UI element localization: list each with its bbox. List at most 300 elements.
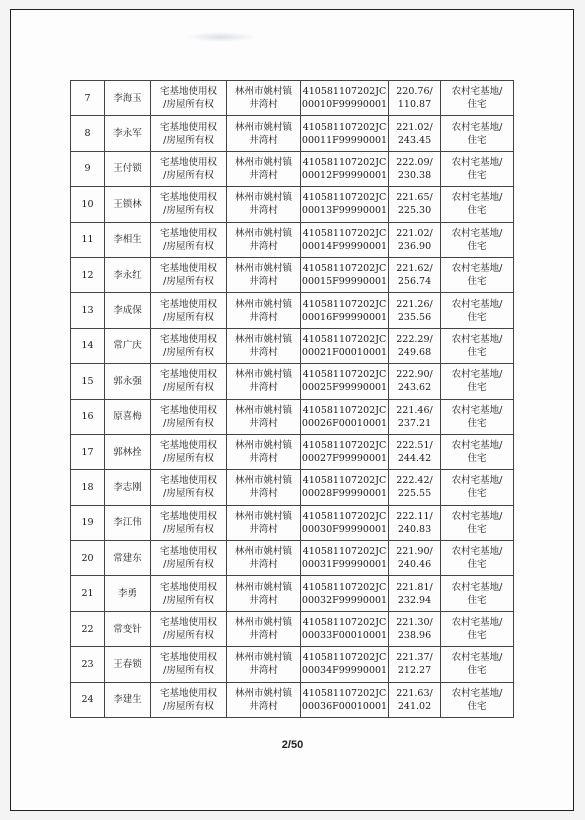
cell-location: [227, 293, 301, 328]
cell-usage: [441, 257, 514, 292]
cell-location-line: 井湾村: [249, 99, 278, 111]
cell-usage-line: 农村宅基地/: [451, 617, 503, 629]
cell-location-line: 井湾村: [249, 382, 278, 394]
cell-location-line: 井湾村: [249, 453, 278, 465]
cell-usage-line: 农村宅基地/: [451, 475, 503, 487]
cell-number: [71, 364, 105, 399]
cell-location-line: 井湾村: [249, 700, 278, 712]
cell-unit-code-line: 410581107202JC: [302, 227, 387, 239]
cell-area: [389, 81, 441, 116]
cell-number-line: 12: [81, 269, 94, 281]
registration-table: [70, 80, 514, 718]
cell-usage-line: 农村宅基地/: [451, 581, 503, 593]
cell-right-type-line: 宅基地使用权: [159, 581, 217, 593]
table-body: [71, 81, 514, 718]
table-row: [71, 222, 514, 257]
cell-usage-line: 住宅: [467, 276, 487, 288]
cell-unit-code-line: 00032F99990001: [301, 594, 388, 606]
cell-right-type: [151, 541, 227, 576]
cell-usage: [441, 187, 514, 222]
cell-unit-code-line: 00033F00010001: [301, 630, 388, 642]
table-row: [71, 116, 514, 151]
cell-usage: [441, 399, 514, 434]
cell-owner-name-line: 王付锁: [113, 163, 142, 175]
cell-owner-name: [105, 81, 151, 116]
cell-unit-code-line: 410581107202JC: [302, 333, 387, 345]
cell-location-line: 井湾村: [249, 205, 278, 217]
page-number: 2/50: [281, 739, 304, 751]
cell-right-type: [151, 576, 227, 611]
cell-unit-code: [301, 434, 389, 469]
cell-owner-name-line: 李永军: [113, 128, 142, 140]
cell-location: [227, 257, 301, 292]
cell-area-line: 220.76/: [396, 86, 433, 98]
cell-owner-name-line: 李江伟: [113, 517, 142, 529]
cell-right-type: [151, 505, 227, 540]
cell-area-line: 221.62/: [396, 263, 433, 275]
cell-number-line: 14: [81, 340, 94, 352]
cell-usage: [441, 81, 514, 116]
cell-right-type-line: 宅基地使用权: [159, 86, 217, 98]
cell-number: [71, 647, 105, 682]
cell-area-line: 237.21: [397, 417, 432, 429]
cell-usage-line: 农村宅基地/: [451, 333, 503, 345]
cell-number: [71, 151, 105, 186]
cell-area: [389, 257, 441, 292]
cell-area: [389, 399, 441, 434]
cell-location: [227, 505, 301, 540]
cell-location-line: 井湾村: [249, 523, 278, 535]
cell-area: [389, 647, 441, 682]
cell-area-line: 238.96: [397, 630, 432, 642]
cell-usage: [441, 611, 514, 646]
cell-unit-code: [301, 541, 389, 576]
cell-location: [227, 541, 301, 576]
cell-owner-name-line: 李勇: [117, 588, 137, 600]
cell-owner-name: [105, 682, 151, 717]
table-row: [71, 434, 514, 469]
cell-number-line: 10: [81, 198, 94, 210]
cell-usage: [441, 470, 514, 505]
cell-usage-line: 住宅: [467, 665, 487, 677]
cell-usage-line: 农村宅基地/: [451, 687, 503, 699]
cell-area-line: 212.27: [397, 665, 432, 677]
cell-right-type: [151, 293, 227, 328]
table-row: [71, 470, 514, 505]
cell-area: [389, 505, 441, 540]
cell-unit-code-line: 410581107202JC: [302, 121, 387, 133]
cell-area-line: 240.83: [397, 523, 432, 535]
cell-number: [71, 434, 105, 469]
cell-right-type-line: 宅基地使用权: [159, 298, 217, 310]
cell-right-type: [151, 151, 227, 186]
cell-usage: [441, 505, 514, 540]
cell-right-type-line: 宅基地使用权: [159, 475, 217, 487]
cell-area-line: 241.02: [397, 700, 432, 712]
cell-location-line: 林州市姚村镇: [234, 440, 292, 452]
cell-location: [227, 434, 301, 469]
cell-location: [227, 611, 301, 646]
cell-usage-line: 农村宅基地/: [451, 156, 503, 168]
cell-number-line: 11: [81, 234, 94, 246]
cell-right-type-line: /房屋所有权: [163, 311, 214, 323]
cell-number-line: 22: [81, 623, 94, 635]
cell-location-line: 林州市姚村镇: [234, 298, 292, 310]
cell-right-type: [151, 682, 227, 717]
cell-owner-name: [105, 611, 151, 646]
cell-number-line: 24: [81, 694, 94, 706]
cell-area: [389, 293, 441, 328]
cell-unit-code-line: 00016F99990001: [301, 311, 388, 323]
cell-right-type: [151, 470, 227, 505]
cell-number-line: 8: [84, 128, 91, 140]
cell-usage-line: 住宅: [467, 382, 487, 394]
cell-area-line: 222.42/: [396, 475, 433, 487]
cell-unit-code: [301, 399, 389, 434]
cell-number: [71, 222, 105, 257]
cell-usage: [441, 576, 514, 611]
cell-usage: [441, 434, 514, 469]
cell-owner-name: [105, 399, 151, 434]
cell-unit-code-line: 410581107202JC: [302, 263, 387, 275]
cell-number-line: 13: [81, 305, 94, 317]
cell-unit-code: [301, 470, 389, 505]
cell-area-line: 243.45: [397, 134, 432, 146]
cell-unit-code: [301, 328, 389, 363]
cell-number: [71, 116, 105, 151]
cell-location-line: 林州市姚村镇: [234, 510, 292, 522]
cell-area-line: 222.51/: [396, 440, 433, 452]
cell-unit-code-line: 410581107202JC: [302, 510, 387, 522]
cell-location-line: 井湾村: [249, 417, 278, 429]
cell-unit-code-line: 00034F99990001: [301, 665, 388, 677]
cell-number-line: 20: [81, 552, 94, 564]
cell-location: [227, 151, 301, 186]
cell-usage: [441, 647, 514, 682]
cell-usage-line: 农村宅基地/: [451, 652, 503, 664]
cell-number: [71, 682, 105, 717]
cell-right-type: [151, 328, 227, 363]
cell-right-type-line: 宅基地使用权: [159, 652, 217, 664]
cell-area: [389, 364, 441, 399]
cell-usage: [441, 116, 514, 151]
cell-usage-line: 农村宅基地/: [451, 510, 503, 522]
cell-usage: [441, 151, 514, 186]
cell-owner-name-line: 李相生: [113, 234, 142, 246]
cell-area-line: 221.30/: [396, 617, 433, 629]
cell-area: [389, 611, 441, 646]
cell-usage-line: 农村宅基地/: [451, 121, 503, 133]
cell-owner-name: [105, 364, 151, 399]
cell-location-line: 林州市姚村镇: [234, 263, 292, 275]
cell-right-type: [151, 187, 227, 222]
cell-usage-line: 农村宅基地/: [451, 263, 503, 275]
cell-right-type-line: 宅基地使用权: [159, 156, 217, 168]
cell-owner-name: [105, 505, 151, 540]
cell-right-type-line: /房屋所有权: [163, 700, 214, 712]
cell-owner-name: [105, 116, 151, 151]
cell-owner-name: [105, 151, 151, 186]
cell-usage: [441, 293, 514, 328]
cell-location-line: 井湾村: [249, 276, 278, 288]
cell-right-type-line: 宅基地使用权: [159, 121, 217, 133]
cell-area: [389, 222, 441, 257]
cell-usage-line: 农村宅基地/: [451, 86, 503, 98]
table-row: [71, 682, 514, 717]
cell-owner-name-line: 李志刚: [113, 481, 142, 493]
cell-usage-line: 住宅: [467, 311, 487, 323]
table-row: [71, 187, 514, 222]
cell-area-line: 221.02/: [396, 121, 433, 133]
cell-unit-code: [301, 576, 389, 611]
cell-area: [389, 541, 441, 576]
cell-area-line: 221.65/: [396, 192, 433, 204]
cell-unit-code-line: 00011F99990001: [301, 134, 388, 146]
cell-unit-code-line: 410581107202JC: [302, 475, 387, 487]
cell-owner-name-line: 郭林拴: [113, 446, 142, 458]
cell-unit-code: [301, 364, 389, 399]
cell-owner-name: [105, 470, 151, 505]
cell-owner-name: [105, 576, 151, 611]
cell-unit-code-line: 410581107202JC: [302, 192, 387, 204]
cell-area-line: 221.90/: [396, 546, 433, 558]
cell-unit-code: [301, 682, 389, 717]
cell-owner-name-line: 王春锁: [113, 658, 142, 670]
cell-right-type-line: 宅基地使用权: [159, 333, 217, 345]
cell-right-type-line: /房屋所有权: [163, 240, 214, 252]
cell-usage-line: 农村宅基地/: [451, 369, 503, 381]
cell-right-type-line: /房屋所有权: [163, 488, 214, 500]
cell-area-line: 235.56: [397, 311, 432, 323]
cell-location: [227, 364, 301, 399]
cell-right-type-line: /房屋所有权: [163, 276, 214, 288]
cell-location-line: 井湾村: [249, 346, 278, 358]
cell-location-line: 林州市姚村镇: [234, 86, 292, 98]
cell-location: [227, 116, 301, 151]
cell-unit-code-line: 410581107202JC: [302, 86, 387, 98]
table-row: [71, 151, 514, 186]
cell-location-line: 林州市姚村镇: [234, 652, 292, 664]
cell-number: [71, 81, 105, 116]
cell-area-line: 222.29/: [396, 333, 433, 345]
table-row: [71, 611, 514, 646]
cell-unit-code-line: 00013F99990001: [301, 205, 388, 217]
cell-right-type-line: /房屋所有权: [163, 99, 214, 111]
cell-owner-name-line: 李永红: [113, 269, 142, 281]
cell-usage: [441, 222, 514, 257]
cell-area-line: 221.63/: [396, 687, 433, 699]
cell-number: [71, 470, 105, 505]
cell-right-type-line: 宅基地使用权: [159, 192, 217, 204]
cell-number: [71, 505, 105, 540]
cell-location: [227, 682, 301, 717]
cell-usage-line: 住宅: [467, 523, 487, 535]
cell-number-line: 7: [84, 92, 91, 104]
cell-location: [227, 647, 301, 682]
cell-location: [227, 399, 301, 434]
cell-owner-name: [105, 257, 151, 292]
cell-right-type: [151, 647, 227, 682]
cell-usage-line: 住宅: [467, 346, 487, 358]
cell-unit-code: [301, 187, 389, 222]
cell-area-line: 222.90/: [396, 369, 433, 381]
table-row: [71, 647, 514, 682]
cell-right-type-line: /房屋所有权: [163, 417, 214, 429]
cell-right-type-line: /房屋所有权: [163, 453, 214, 465]
cell-unit-code-line: 00025F99990001: [301, 382, 388, 394]
cell-right-type-line: /房屋所有权: [163, 559, 214, 571]
cell-unit-code-line: 410581107202JC: [302, 581, 387, 593]
cell-unit-code-line: 410581107202JC: [302, 440, 387, 452]
cell-number: [71, 541, 105, 576]
table-row: [71, 81, 514, 116]
cell-unit-code-line: 00026F00010001: [301, 417, 388, 429]
cell-unit-code-line: 00036F00010001: [301, 700, 388, 712]
cell-number-line: 17: [81, 446, 94, 458]
cell-unit-code-line: 00014F99990001: [301, 240, 388, 252]
cell-right-type: [151, 257, 227, 292]
cell-unit-code-line: 410581107202JC: [302, 546, 387, 558]
cell-location-line: 林州市姚村镇: [234, 581, 292, 593]
cell-right-type: [151, 222, 227, 257]
cell-location-line: 林州市姚村镇: [234, 475, 292, 487]
cell-location-line: 井湾村: [249, 488, 278, 500]
cell-owner-name: [105, 293, 151, 328]
cell-usage: [441, 328, 514, 363]
cell-right-type: [151, 434, 227, 469]
cell-area-line: 244.42: [397, 453, 432, 465]
cell-right-type-line: /房屋所有权: [163, 665, 214, 677]
cell-usage-line: 住宅: [467, 417, 487, 429]
cell-area: [389, 116, 441, 151]
cell-number-line: 21: [81, 588, 94, 600]
cell-location-line: 林州市姚村镇: [234, 227, 292, 239]
cell-location-line: 井湾村: [249, 665, 278, 677]
cell-area-line: 236.90: [397, 240, 432, 252]
cell-owner-name-line: 李成保: [113, 305, 142, 317]
cell-area-line: 243.62: [397, 382, 432, 394]
cell-owner-name: [105, 187, 151, 222]
cell-unit-code-line: 410581107202JC: [302, 156, 387, 168]
cell-owner-name: [105, 328, 151, 363]
cell-right-type-line: /房屋所有权: [163, 134, 214, 146]
cell-area: [389, 328, 441, 363]
cell-location-line: 井湾村: [249, 594, 278, 606]
cell-unit-code-line: 410581107202JC: [302, 652, 387, 664]
cell-unit-code: [301, 116, 389, 151]
cell-location-line: 林州市姚村镇: [234, 617, 292, 629]
cell-area-line: 230.38: [397, 169, 432, 181]
cell-usage-line: 住宅: [467, 453, 487, 465]
cell-unit-code-line: 410581107202JC: [302, 298, 387, 310]
cell-unit-code-line: 00021F00010001: [301, 346, 388, 358]
cell-area-line: 221.26/: [396, 298, 433, 310]
cell-owner-name: [105, 541, 151, 576]
cell-area: [389, 151, 441, 186]
cell-right-type-line: /房屋所有权: [163, 205, 214, 217]
cell-unit-code: [301, 81, 389, 116]
cell-right-type: [151, 116, 227, 151]
cell-location: [227, 328, 301, 363]
cell-location: [227, 470, 301, 505]
cell-right-type: [151, 399, 227, 434]
cell-unit-code-line: 00015F99990001: [301, 276, 388, 288]
cell-owner-name-line: 郭永强: [113, 375, 142, 387]
cell-location-line: 林州市姚村镇: [234, 121, 292, 133]
cell-unit-code-line: 00012F99990001: [301, 169, 388, 181]
cell-number: [71, 611, 105, 646]
cell-unit-code: [301, 505, 389, 540]
cell-location-line: 井湾村: [249, 240, 278, 252]
cell-owner-name-line: 李建生: [113, 694, 142, 706]
cell-unit-code-line: 00028F99990001: [301, 488, 388, 500]
cell-location-line: 林州市姚村镇: [234, 156, 292, 168]
cell-right-type-line: 宅基地使用权: [159, 440, 217, 452]
cell-owner-name: [105, 222, 151, 257]
cell-right-type-line: /房屋所有权: [163, 382, 214, 394]
cell-area-line: 221.37/: [396, 652, 433, 664]
cell-number-line: 15: [81, 375, 94, 387]
cell-usage-line: 住宅: [467, 594, 487, 606]
cell-right-type: [151, 611, 227, 646]
table-row: [71, 399, 514, 434]
cell-unit-code: [301, 611, 389, 646]
table-row: [71, 505, 514, 540]
cell-area: [389, 576, 441, 611]
cell-location-line: 井湾村: [249, 630, 278, 642]
cell-usage: [441, 682, 514, 717]
cell-area-line: 221.81/: [396, 581, 433, 593]
cell-owner-name-line: 常广庆: [113, 340, 142, 352]
cell-unit-code-line: 410581107202JC: [302, 617, 387, 629]
cell-usage-line: 住宅: [467, 630, 487, 642]
cell-usage-line: 住宅: [467, 488, 487, 500]
cell-location-line: 井湾村: [249, 134, 278, 146]
cell-location-line: 林州市姚村镇: [234, 333, 292, 345]
cell-owner-name-line: 王锁林: [113, 198, 142, 210]
table-row: [71, 293, 514, 328]
cell-area-line: 225.30: [397, 205, 432, 217]
cell-right-type: [151, 364, 227, 399]
cell-area-line: 240.46: [397, 559, 432, 571]
cell-usage-line: 住宅: [467, 99, 487, 111]
cell-number: [71, 187, 105, 222]
cell-right-type-line: 宅基地使用权: [159, 369, 217, 381]
cell-area: [389, 682, 441, 717]
cell-location-line: 林州市姚村镇: [234, 546, 292, 558]
cell-right-type-line: /房屋所有权: [163, 346, 214, 358]
cell-number-line: 16: [81, 411, 94, 423]
cell-unit-code-line: 410581107202JC: [302, 687, 387, 699]
table-row: [71, 364, 514, 399]
cell-owner-name: [105, 647, 151, 682]
table-row: [71, 541, 514, 576]
cell-usage-line: 农村宅基地/: [451, 192, 503, 204]
cell-usage-line: 农村宅基地/: [451, 298, 503, 310]
cell-area-line: 256.74: [397, 276, 432, 288]
cell-usage-line: 住宅: [467, 240, 487, 252]
cell-unit-code: [301, 647, 389, 682]
cell-unit-code-line: 410581107202JC: [302, 404, 387, 416]
cell-area-line: 249.68: [397, 346, 432, 358]
cell-number: [71, 257, 105, 292]
scan-smudge: [186, 32, 256, 42]
cell-usage-line: 农村宅基地/: [451, 227, 503, 239]
cell-owner-name-line: 原喜梅: [113, 411, 142, 423]
cell-right-type-line: 宅基地使用权: [159, 546, 217, 558]
cell-location-line: 林州市姚村镇: [234, 404, 292, 416]
cell-usage-line: 住宅: [467, 134, 487, 146]
